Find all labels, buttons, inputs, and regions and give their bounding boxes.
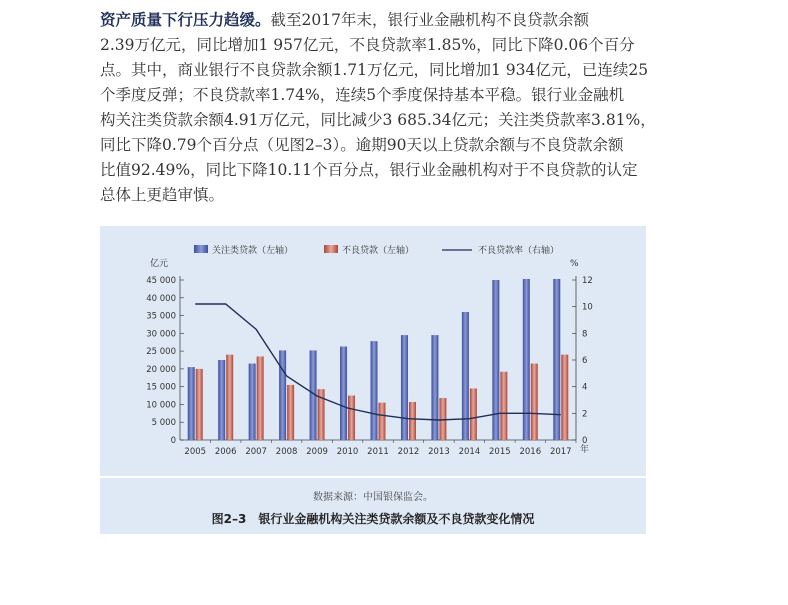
paragraph-text: 截至2017年末，银行业金融机构不良贷款余额 — [270, 11, 589, 29]
bar-attention-loans — [188, 367, 195, 440]
bar-attention-loans — [492, 280, 499, 440]
bar-npl — [531, 364, 538, 440]
x-tick-label: 2014 — [458, 447, 481, 457]
data-source-note: 数据来源：中国银保监会。 — [313, 492, 433, 503]
bar-npl — [409, 402, 416, 440]
paragraph-line-1 — [100, 8, 660, 33]
left-tick-label: 5 000 — [151, 418, 176, 429]
x-tick-label: 2011 — [367, 447, 389, 457]
bar-attention-loans — [371, 341, 378, 440]
bar-attention-loans — [279, 350, 286, 440]
bar-npl — [379, 403, 386, 440]
paragraph-line-3: 点。其中，商业银行不良贷款余额1.71万亿元，同比增加1 934亿元，已连续25 — [100, 61, 649, 79]
paragraph-line-5: 构关注类贷款余额4.91万亿元，同比减少3 685.34亿元；关注类贷款率3.81%， — [100, 111, 656, 129]
paragraph-line-6: 同比下降0.79个百分点（见图2–3）。逾期90天以上贷款余额与不良贷款余额 — [100, 136, 624, 154]
left-tick-label: 45 000 — [146, 276, 176, 286]
bar-npl — [348, 396, 355, 440]
legend-label-npl: 不良贷款（左轴） — [342, 246, 415, 256]
bar-attention-loans — [462, 312, 469, 440]
chart-svg — [100, 226, 646, 476]
x-tick-label: 2017 — [549, 447, 572, 457]
left-tick-label: 35 000 — [146, 311, 176, 322]
right-tick-label: 12 — [582, 276, 593, 286]
right-tick-label: 6 — [582, 356, 588, 366]
right-tick-label: 0 — [582, 436, 588, 446]
left-axis-unit: 亿元 — [150, 259, 169, 269]
bar-attention-loans — [218, 360, 225, 440]
chart-panel — [100, 226, 646, 476]
legend-swatch-npl — [324, 245, 338, 253]
right-tick-label: 2 — [582, 409, 588, 420]
bar-attention-loans — [431, 335, 438, 440]
legend-swatch-attention — [194, 245, 208, 253]
bar-attention-loans — [523, 279, 530, 440]
bar-npl — [196, 369, 203, 440]
left-tick-label: 10 000 — [146, 400, 176, 411]
bar-npl — [287, 385, 294, 440]
paragraph-line-8: 总体上更趋审慎。 — [100, 186, 225, 204]
bar-attention-loans — [553, 279, 560, 440]
bar-attention-loans — [401, 335, 408, 440]
paragraph-line-4: 个季度反弹；不良贷款率1.74%，连续5个季度保持基本平稳。银行业金融机 — [100, 86, 625, 104]
right-tick-label: 8 — [582, 329, 588, 340]
left-tick-label: 15 000 — [146, 382, 176, 393]
legend-label-attention: 关注类贷款（左轴） — [212, 246, 294, 256]
figure-title: 图2–3 银行业金融机构关注类贷款余额及不良贷款变化情况 — [211, 512, 535, 526]
right-axis-unit: % — [570, 259, 579, 269]
x-tick-label: 2013 — [428, 447, 450, 457]
bar-npl — [470, 388, 477, 440]
left-tick-label: 20 000 — [146, 364, 176, 375]
x-tick-label: 2015 — [489, 447, 511, 457]
x-tick-label: 2016 — [519, 447, 542, 457]
bar-npl — [257, 356, 264, 440]
left-tick-label: 25 000 — [146, 347, 176, 358]
paragraph-lead: 资产质量下行压力趋缓。 — [100, 11, 271, 29]
right-tick-label: 4 — [582, 382, 588, 393]
left-tick-label: 40 000 — [146, 293, 176, 304]
x-tick-label: 2006 — [214, 447, 237, 457]
report-paragraph — [100, 8, 660, 208]
x-tick-label: 2007 — [245, 447, 267, 457]
x-tick-label: 2010 — [336, 447, 359, 457]
legend-label-npl-ratio: 不良贷款率（右轴） — [478, 246, 560, 256]
paragraph-line-7: 比值92.49%，同比下降10.11个百分点，银行业金融机构对于不良贷款的认定 — [100, 161, 638, 179]
x-tick-label: 2012 — [397, 447, 420, 457]
bar-attention-loans — [249, 364, 256, 440]
right-tick-label: 10 — [582, 302, 593, 313]
x-tick-label: 2005 — [184, 447, 207, 457]
paragraph-line-2: 2.39万亿元，同比增加1 957亿元，不良贷款率1.85%，同比下降0.06个百分 — [100, 36, 635, 54]
bar-npl — [226, 355, 233, 440]
figure-caption-panel — [100, 478, 646, 534]
bar-npl — [561, 355, 568, 440]
x-tick-label: 2008 — [275, 447, 298, 457]
bar-npl — [500, 372, 507, 440]
left-tick-label: 0 — [170, 436, 176, 446]
bar-attention-loans — [340, 346, 347, 440]
x-axis-unit: 年 — [580, 445, 590, 455]
left-tick-label: 30 000 — [146, 329, 176, 340]
x-tick-label: 2009 — [306, 447, 328, 457]
